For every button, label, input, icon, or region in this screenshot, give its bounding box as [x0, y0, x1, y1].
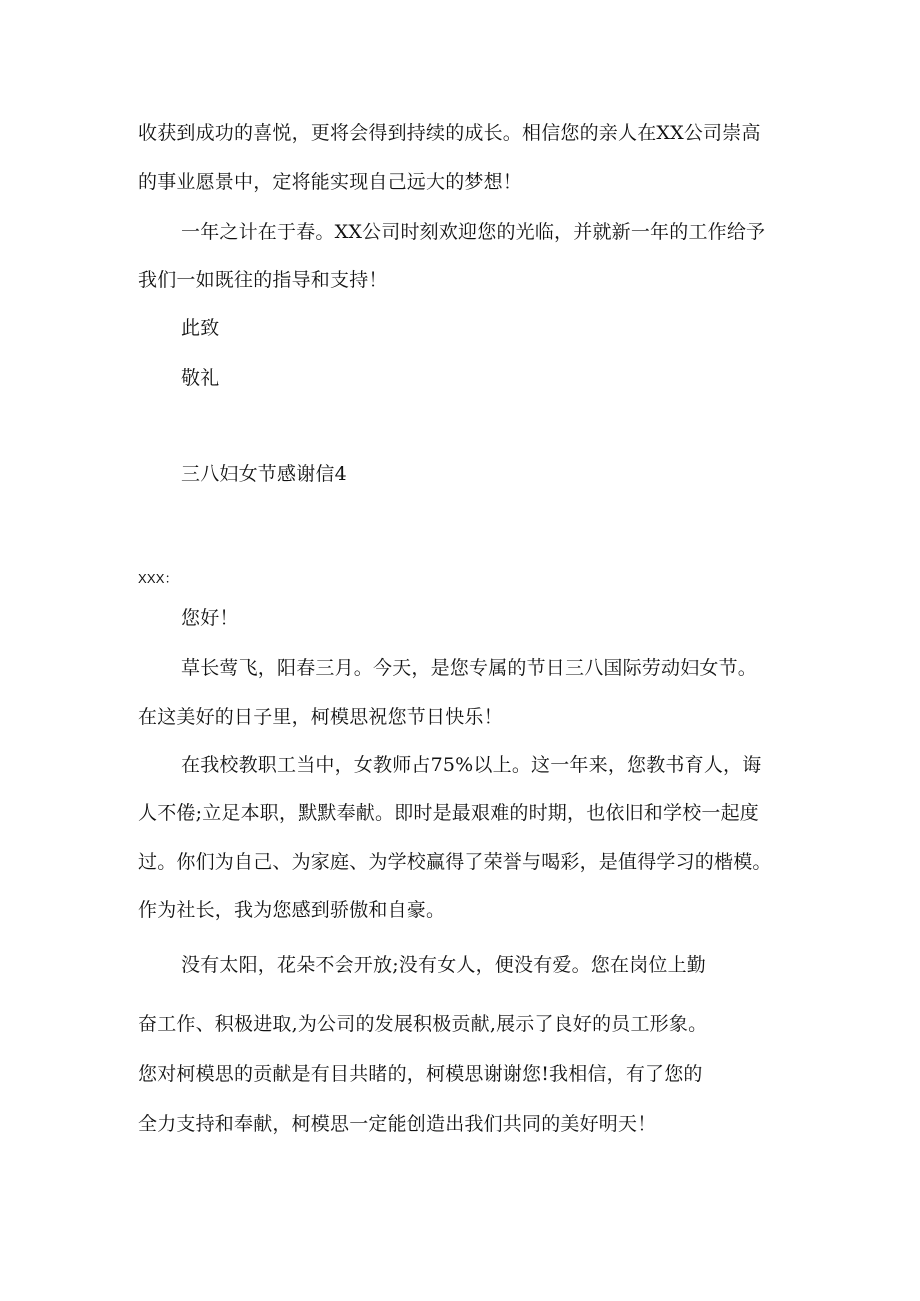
closing-regards: 敬礼 [181, 367, 220, 389]
hello-line: 您好！ [181, 607, 239, 629]
recipient-greeting: XXX： [138, 571, 178, 586]
paragraph-line-3: 一年之计在于春。XX公司时刻欢迎您的光临，并就新一年的工作给予 [181, 221, 766, 243]
paragraph-line-14: 全力支持和奉献，柯模思一定能创造出我们共同的美好明天！ [138, 1113, 657, 1135]
paragraph-line-2: 的事业愿景中，定将能实现自己远大的梦想！ [138, 171, 523, 193]
paragraph-line-8: 人不倦;立足本职，默默奉献。即时是最艰难的时期，也依旧和学校一起度 [138, 802, 760, 824]
paragraph-line-1: 收获到成功的喜悦，更将会得到持续的成长。相信您的亲人在XX公司崇高 [138, 122, 761, 144]
paragraph-line-9: 过。你们为自己、为家庭、为学校赢得了荣誉与喝彩，是值得学习的楷模。 [138, 851, 772, 873]
paragraph-line-12: 奋工作、积极进取,为公司的发展积极贡献,展示了良好的员工形象。 [138, 1013, 708, 1035]
paragraph-line-5: 草长莺飞，阳春三月。今天，是您专属的节日三八国际劳动妇女节。 [181, 657, 758, 679]
paragraph-line-11: 没有太阳，花朵不会开放;没有女人，便没有爱。您在岗位上勤 [181, 954, 707, 976]
section-title: 三八妇女节感谢信4 [181, 463, 347, 485]
closing-salutation: 此致 [181, 317, 220, 339]
paragraph-line-4: 我们一如既往的指导和支持！ [138, 269, 388, 291]
paragraph-line-6: 在这美好的日子里，柯模思祝您节日快乐！ [138, 706, 503, 728]
paragraph-line-13: 您对柯模思的贡献是有目共睹的，柯模思谢谢您!我相信，有了您的 [138, 1063, 703, 1085]
paragraph-line-7: 在我校教职工当中，女教师占75%以上。这一年来，您教书育人，诲 [181, 754, 762, 776]
paragraph-line-10: 作为社长，我为您感到骄傲和自豪。 [138, 899, 446, 921]
